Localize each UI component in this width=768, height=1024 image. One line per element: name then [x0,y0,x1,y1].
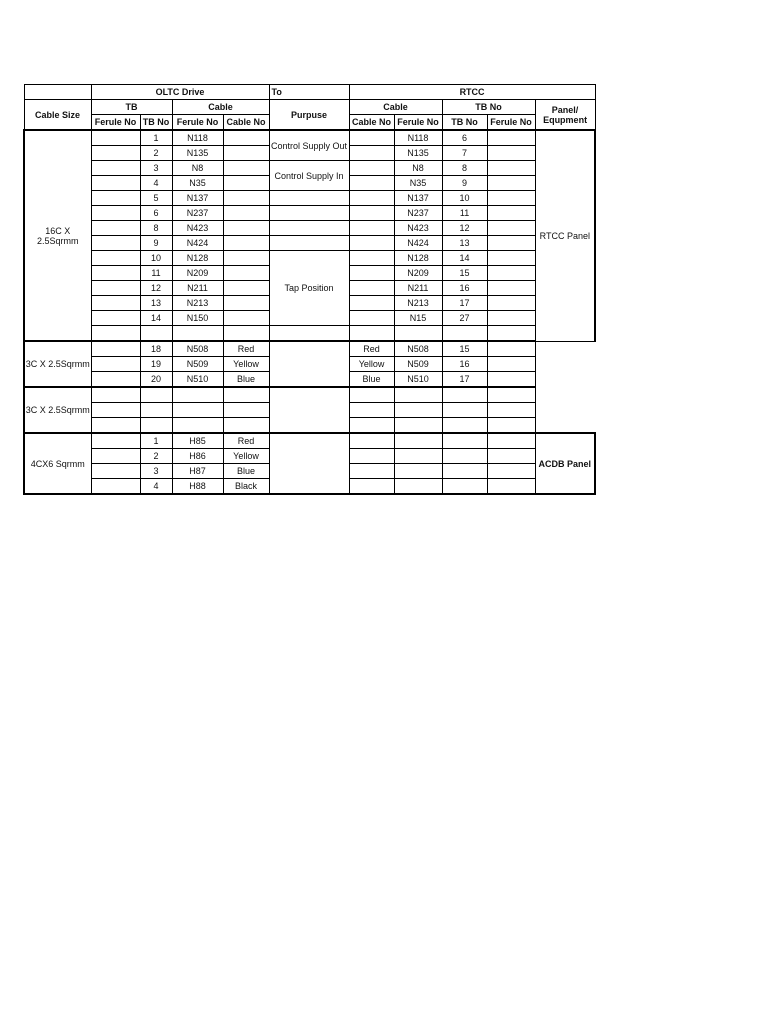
ferule-cell [91,341,140,357]
ferule-cell: N213 [394,296,442,311]
tb-cell: 12 [140,281,172,296]
tb-cell: 13 [442,236,487,251]
tb-cell: 14 [140,311,172,326]
tb-cell [442,387,487,403]
cable-no-cell [349,479,394,495]
ferule-cell [91,176,140,191]
tb-cell: 6 [442,130,487,146]
table-row [24,191,595,206]
cable-schedule-table [23,84,596,495]
rtcc-cable-header: Cable [349,100,442,115]
purpose-cell [269,341,349,387]
ferule-cell [172,387,223,403]
ferule-cell [91,418,140,434]
ferule-cell [394,326,442,342]
ferule-cell [487,206,535,221]
ferule-cell [487,130,535,146]
cable-no-cell [223,206,269,221]
tb-cell: 20 [140,372,172,388]
table-row [24,433,595,449]
ferule-cell: N423 [172,221,223,236]
ferule-cell [91,221,140,236]
ferule-cell [487,221,535,236]
ferule-cell [394,464,442,479]
panel-cell: RTCC Panel [535,130,595,341]
purpose-cell [269,221,349,236]
ferule-cell [91,403,140,418]
tb-cell: 18 [140,341,172,357]
cable-no-cell: Red [223,433,269,449]
table-row [24,326,595,342]
ferule-cell [91,479,140,495]
ferule-cell: N237 [394,206,442,221]
ferule-cell: N35 [394,176,442,191]
ferule-cell: N8 [394,161,442,176]
ferule-cell: N8 [172,161,223,176]
ferule-cell: N509 [172,357,223,372]
cable-no-cell [349,251,394,266]
cable-no-cell [349,176,394,191]
ferule-cell [91,281,140,296]
cable-no-cell [349,236,394,251]
purpose-header: Purpuse [269,100,349,131]
cable-no-cell: Yellow [349,357,394,372]
cable-no-cell [223,176,269,191]
ferule-cell [487,296,535,311]
ferule-cell: N510 [172,372,223,388]
cable-no-header: Cable No [349,115,394,131]
ferule-cell [487,176,535,191]
ferule-cell [91,130,140,146]
header-row-1 [24,85,595,100]
purpose-cell [269,206,349,221]
ferule-cell [487,479,535,495]
ferule-cell [91,387,140,403]
cable-no-cell [349,464,394,479]
ferule-cell: N211 [394,281,442,296]
tb-cell: 11 [442,206,487,221]
cable-no-cell [349,449,394,464]
cable-no-cell [349,387,394,403]
ferule-cell: N137 [394,191,442,206]
ferule-cell [172,326,223,342]
ferule-cell [487,311,535,326]
ferule-no-header: Ferule No [487,115,535,131]
tb-cell: 5 [140,191,172,206]
tb-no-header: TB No [140,115,172,131]
ferule-cell: N35 [172,176,223,191]
cable-no-cell [223,311,269,326]
panel-cell: ACDB Panel [535,433,595,494]
tb-cell: 15 [442,341,487,357]
purpose-cell [269,387,349,433]
tb-cell: 2 [140,449,172,464]
table-row [24,161,595,176]
cable-size-cell: 4CX6 Sqrmm [24,433,91,494]
ferule-cell: N135 [172,146,223,161]
purpose-cell [269,326,349,342]
ferule-cell [91,146,140,161]
cable-no-cell [223,251,269,266]
tb-cell: 8 [442,161,487,176]
tb-cell [442,464,487,479]
tb-cell: 14 [442,251,487,266]
tb-cell: 11 [140,266,172,281]
ferule-cell [91,433,140,449]
cable-no-cell [223,221,269,236]
ferule-cell: N150 [172,311,223,326]
tb-cell: 10 [140,251,172,266]
section-3c-a [24,341,595,387]
ferule-cell: N424 [394,236,442,251]
cable-size-cell: 3C X 2.5Sqrmm [24,387,91,433]
ferule-cell: N209 [394,266,442,281]
purpose-cell: Control Supply Out [269,130,349,161]
cable-schedule-sheet [23,84,596,495]
ferule-cell: N213 [172,296,223,311]
ferule-cell [91,236,140,251]
blank-corner-cell [24,85,91,100]
ferule-cell: N135 [394,146,442,161]
cable-no-cell [223,326,269,342]
ferule-cell: N137 [172,191,223,206]
cable-no-cell: Blue [349,372,394,388]
cable-no-cell: Red [349,341,394,357]
tb-cell [442,418,487,434]
cable-size-cell: 3C X 2.5Sqrmm [24,341,91,387]
cable-size-header: Cable Size [24,100,91,131]
ferule-cell [394,403,442,418]
table-row [24,206,595,221]
tb-cell: 17 [442,372,487,388]
purpose-cell [269,191,349,206]
section-4c [24,433,595,494]
tb-cell [140,387,172,403]
ferule-cell [487,326,535,342]
cable-no-cell: Blue [223,464,269,479]
cable-no-cell [223,403,269,418]
cable-no-cell: Black [223,479,269,495]
ferule-cell: N128 [172,251,223,266]
ferule-cell: N15 [394,311,442,326]
cable-no-cell [223,236,269,251]
ferule-cell [91,449,140,464]
oltc-drive-header: OLTC Drive [91,85,269,100]
cable-no-cell [349,281,394,296]
cable-no-cell [349,191,394,206]
cable-size-cell: 16C X 2.5Sqrmm [24,130,91,341]
cable-no-cell: Blue [223,372,269,388]
tb-cell: 10 [442,191,487,206]
panel-equipment-header: Panel/ Equpment [535,100,595,131]
table-row [24,387,595,403]
cable-no-cell [223,146,269,161]
tb-cell: 17 [442,296,487,311]
cable-no-cell [223,296,269,311]
ferule-cell [487,251,535,266]
purpose-cell: Control Supply In [269,161,349,191]
tb-cell: 6 [140,206,172,221]
ferule-cell [487,387,535,403]
section-3c-b [24,387,595,433]
ferule-cell [91,372,140,388]
ferule-cell [91,191,140,206]
tb-cell [140,403,172,418]
tb-cell: 9 [442,176,487,191]
tb-cell [140,326,172,342]
tb-cell: 16 [442,281,487,296]
cable-no-cell [349,311,394,326]
ferule-cell: H88 [172,479,223,495]
ferule-cell: N237 [172,206,223,221]
ferule-cell [394,449,442,464]
cable-no-cell: Yellow [223,449,269,464]
cable-no-cell [349,161,394,176]
to-header: To [269,85,349,100]
purpose-cell: Tap Position [269,251,349,326]
tb-cell: 3 [140,161,172,176]
cable-no-cell [349,418,394,434]
ferule-cell: N209 [172,266,223,281]
cable-no-cell [223,191,269,206]
ferule-no-header: Ferule No [172,115,223,131]
ferule-cell: H87 [172,464,223,479]
ferule-cell: N423 [394,221,442,236]
tb-cell: 12 [442,221,487,236]
ferule-cell [394,418,442,434]
cable-no-cell [349,266,394,281]
tb-cell: 27 [442,311,487,326]
ferule-cell [487,372,535,388]
cable-no-cell [349,326,394,342]
tb-cell: 19 [140,357,172,372]
tb-cell: 3 [140,464,172,479]
ferule-cell: N118 [394,130,442,146]
purpose-cell [269,433,349,494]
cable-no-cell [349,433,394,449]
tb-cell [442,403,487,418]
tb-cell [442,479,487,495]
ferule-cell [394,479,442,495]
rtcc-header: RTCC [349,85,595,100]
ferule-cell [487,341,535,357]
ferule-cell [487,403,535,418]
header-row-2 [24,100,595,115]
cable-no-cell [223,281,269,296]
cable-no-cell [223,418,269,434]
ferule-cell [394,433,442,449]
tb-cell: 2 [140,146,172,161]
ferule-cell [91,311,140,326]
tb-cell: 13 [140,296,172,311]
tb-cell [140,418,172,434]
tb-cell: 4 [140,176,172,191]
ferule-no-header: Ferule No [91,115,140,131]
ferule-cell [91,296,140,311]
tb-cell: 8 [140,221,172,236]
ferule-cell [487,281,535,296]
tb-no-header: TB No [442,115,487,131]
tb-cell: 9 [140,236,172,251]
tb-cell: 7 [442,146,487,161]
ferule-cell: H85 [172,433,223,449]
ferule-no-header: Ferule No [394,115,442,131]
tb-cell: 15 [442,266,487,281]
ferule-cell [487,236,535,251]
tb-cell [442,433,487,449]
ferule-cell [91,326,140,342]
ferule-cell: N211 [172,281,223,296]
cable-no-cell [223,161,269,176]
cable-no-cell [223,130,269,146]
ferule-cell [91,206,140,221]
cable-no-cell [349,130,394,146]
cable-no-cell [349,206,394,221]
tb-cell: 1 [140,433,172,449]
table-row [24,236,595,251]
table-row [24,130,595,146]
ferule-cell [487,266,535,281]
ferule-cell: N128 [394,251,442,266]
table-row [24,341,595,357]
ferule-cell [91,464,140,479]
ferule-cell [172,403,223,418]
tb-header: TB [91,100,172,115]
table-row [24,221,595,236]
ferule-cell [487,449,535,464]
ferule-cell [487,146,535,161]
ferule-cell: N510 [394,372,442,388]
tb-cell [442,449,487,464]
tb-cell: 16 [442,357,487,372]
cable-header: Cable [172,100,269,115]
cable-no-cell [349,296,394,311]
section-16c [24,130,595,341]
rtcc-tb-no-header: TB No [442,100,535,115]
ferule-cell: H86 [172,449,223,464]
cable-no-header: Cable No [223,115,269,131]
cable-no-cell [349,403,394,418]
ferule-cell [394,387,442,403]
ferule-cell [91,357,140,372]
table-row [24,251,595,266]
ferule-cell: N509 [394,357,442,372]
ferule-cell: N424 [172,236,223,251]
cable-no-cell [349,221,394,236]
ferule-cell [487,191,535,206]
ferule-cell [487,357,535,372]
cable-no-cell [349,146,394,161]
ferule-cell: N118 [172,130,223,146]
ferule-cell: N508 [172,341,223,357]
tb-cell: 4 [140,479,172,495]
cable-no-cell [223,266,269,281]
ferule-cell [172,418,223,434]
ferule-cell [487,418,535,434]
purpose-cell [269,236,349,251]
cable-no-cell [223,387,269,403]
ferule-cell [91,266,140,281]
ferule-cell [487,464,535,479]
ferule-cell [91,251,140,266]
tb-cell [442,326,487,342]
ferule-cell: N508 [394,341,442,357]
tb-cell: 1 [140,130,172,146]
cable-no-cell: Yellow [223,357,269,372]
ferule-cell [91,161,140,176]
ferule-cell [487,161,535,176]
cable-no-cell: Red [223,341,269,357]
ferule-cell [487,433,535,449]
